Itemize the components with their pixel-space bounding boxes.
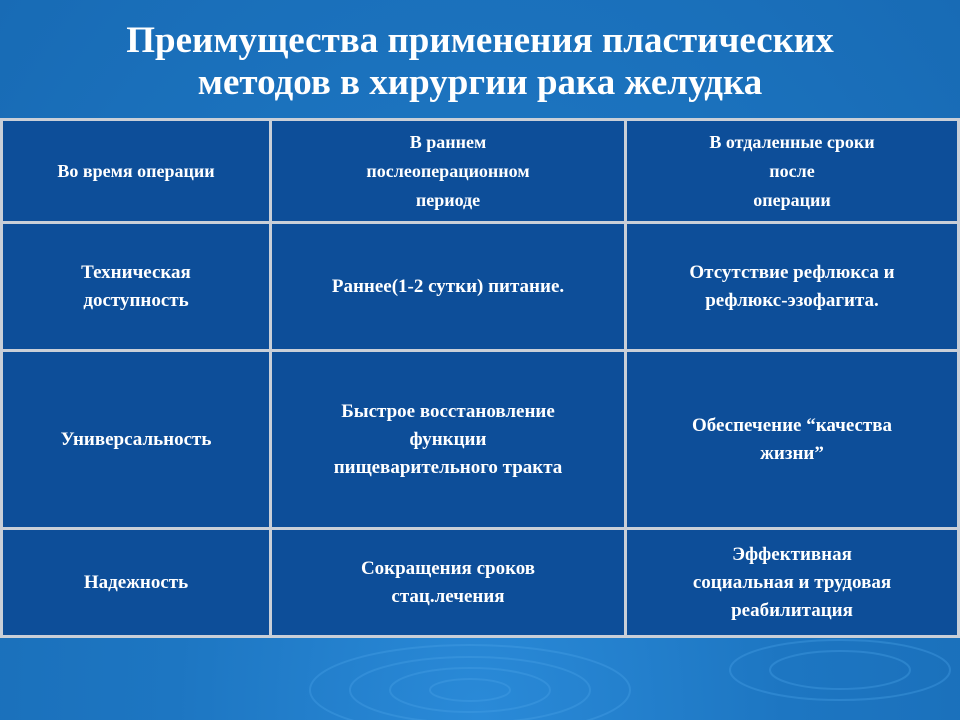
- cell-text: пищеварительного тракта: [333, 456, 563, 478]
- table-cell: [272, 352, 627, 530]
- cell-text: стац.лечения: [391, 585, 505, 607]
- cell-text: Универсальность: [60, 428, 212, 450]
- table-row: [0, 352, 960, 530]
- cell-text: Отсутствие рефлюкса и: [689, 261, 895, 283]
- header-cell-during-operation: [0, 118, 272, 224]
- cell-text: социальная и трудовая: [692, 571, 892, 593]
- header-text: послеоперационном: [366, 160, 530, 181]
- table-header-row: [0, 118, 960, 224]
- table-cell: [0, 352, 272, 530]
- header-text: Во время операции: [57, 160, 215, 181]
- table-cell: [627, 224, 960, 352]
- table-cell: [272, 530, 627, 638]
- cell-text: реабилитация: [731, 599, 853, 621]
- cell-text: функции: [409, 428, 487, 450]
- header-cell-early-postop: [272, 118, 627, 224]
- table-cell: [0, 530, 272, 638]
- table-cell: [272, 224, 627, 352]
- header-text: операции: [753, 189, 831, 210]
- table-cell: [627, 352, 960, 530]
- cell-text: Надежность: [83, 571, 189, 593]
- cell-text: жизни”: [760, 442, 824, 464]
- slide-title-line-2: методов в хирургии рака желудка: [197, 62, 763, 103]
- table-cell: [627, 530, 960, 638]
- header-cell-long-term: [627, 118, 960, 224]
- slide-title: [0, 20, 960, 104]
- header-text: после: [769, 160, 815, 181]
- header-text: периоде: [415, 189, 481, 210]
- cell-text: доступность: [83, 289, 189, 311]
- header-text: В отдаленные сроки: [709, 131, 875, 152]
- slide-title-line-1: Преимущества применения пластических: [126, 20, 834, 61]
- cell-text: Эффективная: [732, 543, 852, 565]
- table-row: [0, 530, 960, 638]
- cell-text: Быстрое восстановление: [341, 400, 555, 422]
- cell-text: Техническая: [81, 261, 191, 283]
- table-cell: [0, 224, 272, 352]
- cell-text: Сокращения сроков: [360, 557, 536, 579]
- advantages-table: [0, 118, 960, 638]
- header-text: В раннем: [409, 131, 487, 152]
- cell-text: рефлюкс-эзофагита.: [705, 289, 879, 311]
- cell-text: Раннее(1-2 сутки) питание.: [331, 275, 565, 297]
- cell-text: Обеспечение “качества: [691, 414, 893, 436]
- table-row: [0, 224, 960, 352]
